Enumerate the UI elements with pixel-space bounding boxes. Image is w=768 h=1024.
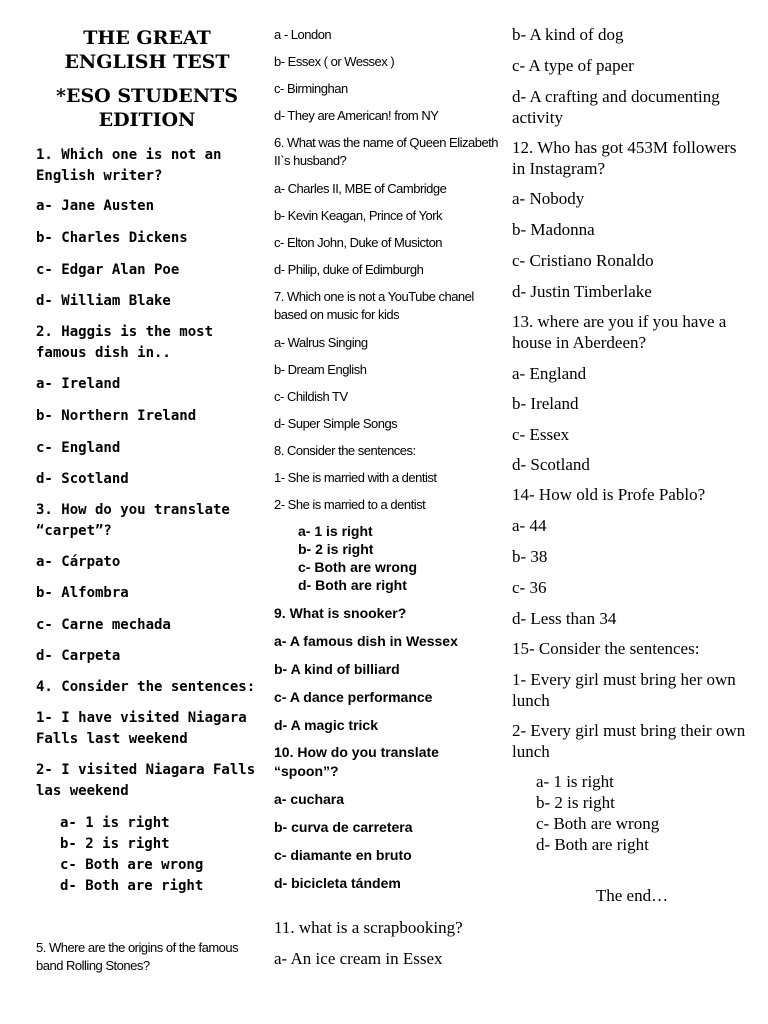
question-4 bbox=[36, 677, 258, 897]
question-1 bbox=[36, 145, 258, 312]
option-d: d- Super Simple Songs bbox=[274, 416, 398, 431]
option-a: a- Jane Austen bbox=[36, 198, 155, 214]
sentence-2: 2- She is married to a dentist bbox=[274, 497, 426, 512]
option-c: c- Both are wrong bbox=[60, 857, 204, 873]
option-a: a- An ice cream in Essex bbox=[274, 949, 443, 968]
column-left bbox=[36, 0, 258, 975]
option-a: a- A famous dish in Wessex bbox=[274, 633, 458, 649]
option-c: c- Both are wrong bbox=[298, 559, 418, 575]
question-text: 5. Where are the origins of the famous band Rolling Stones? bbox=[36, 940, 239, 973]
option-b: b- Alfombra bbox=[36, 585, 129, 601]
sentence-1: 1- She is married with a dentist bbox=[274, 470, 437, 485]
option-b: b- Charles Dickens bbox=[36, 230, 188, 246]
option-a: a- cuchara bbox=[274, 791, 345, 807]
question-text: 12. Who has got 453M followers in Instagram? bbox=[512, 138, 737, 178]
question-text: 1. Which one is not an English writer? bbox=[36, 147, 222, 184]
option-d: d- Both are right bbox=[536, 835, 649, 854]
question-text: 7. Which one is not a YouTube chanel based on music for kids bbox=[274, 289, 474, 322]
option-d: d- Justin Timberlake bbox=[512, 282, 652, 301]
question-2 bbox=[36, 322, 258, 490]
option-b: b- curva de carretera bbox=[274, 819, 413, 835]
option-d: d- bicicleta tándem bbox=[274, 875, 401, 891]
option-a: a- 44 bbox=[512, 516, 547, 535]
option-c: c- Edgar Alan Poe bbox=[36, 262, 180, 278]
question-text: 13. where are you if you have a house in Aberdeen? bbox=[512, 312, 727, 352]
option-b: b- 2 is right bbox=[536, 793, 615, 812]
option-a: a- 1 is right bbox=[60, 815, 170, 831]
question-9 bbox=[274, 604, 502, 735]
option-c: c- diamante en bruto bbox=[274, 847, 412, 863]
option-c: c- England bbox=[36, 440, 121, 456]
end-text: The end… bbox=[595, 886, 669, 905]
option-a: a - London bbox=[274, 27, 332, 42]
question-10 bbox=[274, 743, 502, 893]
question-text: 6. What was the name of Queen Elizabeth II`s husband? bbox=[274, 135, 499, 168]
option-b: b- Essex ( or Wessex ) bbox=[274, 54, 395, 69]
question-15 bbox=[512, 638, 752, 855]
question-8-options bbox=[274, 522, 502, 594]
option-d: d- Less than 34 bbox=[512, 609, 617, 628]
question-text: 10. How do you translate “spoon”? bbox=[274, 744, 439, 779]
question-text: 15- Consider the sentences: bbox=[512, 639, 700, 658]
option-d: d- Scotland bbox=[36, 471, 129, 487]
option-d: d- Both are right bbox=[60, 878, 204, 894]
question-3 bbox=[36, 500, 258, 667]
option-b: b- 2 is right bbox=[298, 541, 374, 557]
question-text: 3. How do you translate “carpet”? bbox=[36, 502, 230, 539]
question-5 bbox=[36, 939, 258, 975]
option-c: c- Childish TV bbox=[274, 389, 348, 404]
option-c: c- Carne mechada bbox=[36, 617, 171, 633]
option-b: b- A kind of dog bbox=[512, 25, 624, 44]
option-c: c- Birminghan bbox=[274, 81, 348, 96]
question-text: 4. Consider the sentences: bbox=[36, 679, 256, 695]
option-d: d- A magic trick bbox=[274, 717, 378, 733]
option-a: a- Walrus Singing bbox=[274, 335, 368, 350]
option-d: d- Both are right bbox=[298, 577, 407, 593]
question-11 bbox=[274, 917, 502, 969]
column-middle bbox=[274, 0, 502, 969]
option-a: a- Nobody bbox=[512, 189, 585, 208]
option-d: d- Scotland bbox=[512, 455, 590, 474]
option-c: c- Elton John, Duke of Musicton bbox=[274, 235, 443, 250]
sentence-1: 1- Every girl must bring her own lunch bbox=[512, 670, 736, 710]
question-8 bbox=[274, 442, 502, 514]
question-text: 14- How old is Profe Pablo? bbox=[512, 485, 706, 504]
option-b: b- 38 bbox=[512, 547, 548, 566]
option-b: b- 2 is right bbox=[60, 836, 170, 852]
question-text: 2. Haggis is the most famous dish in.. bbox=[36, 324, 214, 361]
question-text: 9. What is snooker? bbox=[274, 605, 407, 621]
question-5-options bbox=[274, 26, 502, 125]
option-a: a- 1 is right bbox=[536, 772, 614, 791]
question-text: 8. Consider the sentences: bbox=[274, 443, 416, 458]
sentence-2: 2- I visited Niagara Falls las weekend bbox=[36, 762, 256, 799]
option-c: c- Essex bbox=[512, 425, 570, 444]
sentence-2: 2- Every girl must bring their own lunch bbox=[512, 721, 746, 761]
column-right bbox=[512, 0, 752, 923]
option-b: b- Ireland bbox=[512, 394, 579, 413]
option-b: b- Kevin Keagan, Prince of York bbox=[274, 208, 443, 223]
option-a: a- Cárpato bbox=[36, 554, 121, 570]
question-14 bbox=[512, 484, 752, 629]
question-13 bbox=[512, 311, 752, 475]
option-b: b- Northern Ireland bbox=[36, 408, 197, 424]
option-d: d- Carpeta bbox=[36, 648, 121, 664]
option-b: b- A kind of billiard bbox=[274, 661, 400, 677]
option-c: c- A type of paper bbox=[512, 56, 634, 75]
question-12 bbox=[512, 137, 752, 302]
option-a: a- Charles II, MBE of Cambridge bbox=[274, 181, 447, 196]
page-subtitle: *ESO STUDENTS EDITION bbox=[56, 85, 238, 131]
option-a: a- 1 is right bbox=[298, 523, 373, 539]
option-d: d- They are American! from NY bbox=[274, 108, 439, 123]
option-d: d- Philip, duke of Edimburgh bbox=[274, 262, 424, 277]
option-a: a- England bbox=[512, 364, 587, 383]
option-c: c- A dance performance bbox=[274, 689, 433, 705]
question-text: 11. what is a scrapbooking? bbox=[274, 918, 463, 937]
option-c: c- Both are wrong bbox=[536, 814, 660, 833]
option-b: b- Dream English bbox=[274, 362, 367, 377]
page-title: THE GREAT ENGLISH TEST bbox=[64, 27, 230, 73]
option-d: d- William Blake bbox=[36, 293, 171, 309]
question-6 bbox=[274, 134, 502, 279]
question-7 bbox=[274, 288, 502, 433]
option-c: c- Cristiano Ronaldo bbox=[512, 251, 654, 270]
option-d: d- A crafting and documenting activity bbox=[512, 87, 720, 127]
sentence-1: 1- I have visited Niagara Falls last weekend bbox=[36, 710, 247, 747]
option-c: c- 36 bbox=[512, 578, 547, 597]
option-b: b- Madonna bbox=[512, 220, 595, 239]
option-a: a- Ireland bbox=[36, 376, 121, 392]
question-11-options bbox=[512, 24, 752, 128]
